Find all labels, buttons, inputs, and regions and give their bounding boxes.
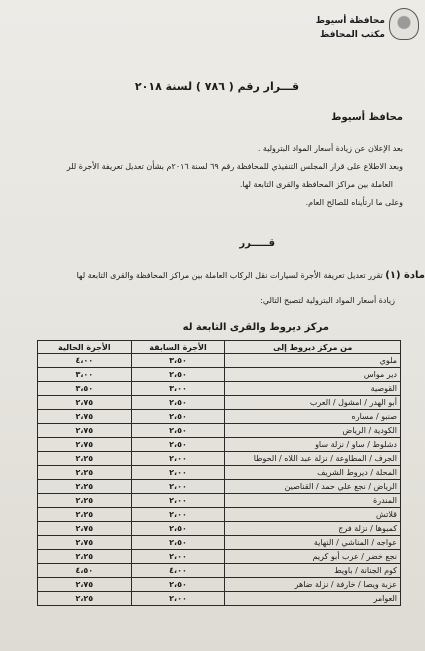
destination-cell: قلاتش — [225, 508, 401, 522]
destination-cell: المحلة / ديروط الشريف — [225, 466, 401, 480]
current-fare-cell: ٢،٢٥ — [38, 494, 132, 508]
current-fare-cell: ٢،٧٥ — [38, 424, 132, 438]
current-fare-cell: ٢،٢٥ — [38, 466, 132, 480]
table-row — [38, 438, 401, 452]
table-row — [38, 522, 401, 536]
current-fare-cell: ٤،٠٠ — [38, 354, 132, 368]
current-fare-cell: ٢،٧٥ — [38, 410, 132, 424]
destination-cell: أبو الهدر / امشول / العرب — [225, 396, 401, 410]
current-fare-cell: ٢،٢٥ — [38, 452, 132, 466]
destination-cell: عواجه / المناشي / النهاية — [225, 536, 401, 550]
current-fare-cell: ٤،٥٠ — [38, 564, 132, 578]
header-previous-fare: الأجرة السابقة — [131, 341, 225, 354]
preamble — [0, 140, 403, 212]
preamble-line: العاملة بين مراكز المحافظة والقرى التابعة لها. — [239, 180, 393, 189]
table-row — [38, 396, 401, 410]
current-fare-cell: ٢،٢٥ — [38, 550, 132, 564]
previous-fare-cell: ٢،٥٠ — [131, 578, 225, 592]
article-continuation: زيادة أسعار المواد البترولية لتصبح التالي: — [260, 296, 395, 305]
preamble-line: بعد الإعلان عن زيادة أسعار المواد البترولية . — [257, 144, 403, 153]
current-fare-cell: ٢،٧٥ — [38, 396, 132, 410]
previous-fare-cell: ٢،٥٠ — [131, 368, 225, 382]
table-header-row — [38, 341, 401, 354]
table-row — [38, 550, 401, 564]
current-fare-cell: ٢،٢٥ — [38, 508, 132, 522]
previous-fare-cell: ٢،٠٠ — [131, 592, 225, 606]
article-1 — [0, 266, 425, 286]
article-label: مادة (١) — [385, 270, 425, 281]
current-fare-cell: ٢،٢٥ — [38, 592, 132, 606]
destination-cell: نجع خضر / عرب أبو كريم — [225, 550, 401, 564]
destination-cell: القوصية — [225, 382, 401, 396]
destination-cell: الجرف / المطاوعة / نزلة عبد اللاه / الحوطا — [225, 452, 401, 466]
previous-fare-cell: ٢،٥٠ — [131, 396, 225, 410]
table-row — [38, 368, 401, 382]
fare-table — [37, 340, 401, 606]
table-row — [38, 480, 401, 494]
previous-fare-cell: ٢،٠٠ — [131, 480, 225, 494]
governorate-seal-icon — [389, 8, 419, 40]
header-current-fare: الأجرة الحالية — [38, 341, 132, 354]
destination-cell: دير مواس — [225, 368, 401, 382]
table-row — [38, 424, 401, 438]
table-row — [38, 564, 401, 578]
destination-cell: كمبوها / نزلة فرج — [225, 522, 401, 536]
table-row — [38, 382, 401, 396]
preamble-line: وبعد الاطلاع على قرار المجلس التنفيذي للمحافظة رقم ٦٩ لسنة ٢٠١٦م بشأن تعديل تعريفة الأجرة للر — [66, 162, 403, 171]
table-row — [38, 354, 401, 368]
current-fare-cell: ٢،٧٥ — [38, 536, 132, 550]
table-row — [38, 536, 401, 550]
table-row — [38, 494, 401, 508]
fare-table-body — [38, 354, 401, 606]
letterhead — [316, 14, 385, 42]
preamble-line: وعلى ما ارتأيناه للصالح العام. — [305, 198, 403, 207]
destination-cell: العوامر — [225, 592, 401, 606]
current-fare-cell: ٢،٧٥ — [38, 522, 132, 536]
governor-title: محافظ أسيوط — [331, 112, 403, 123]
current-fare-cell: ٢،٧٥ — [38, 438, 132, 452]
table-row — [38, 508, 401, 522]
previous-fare-cell: ٢،٠٠ — [131, 466, 225, 480]
table-row — [38, 410, 401, 424]
current-fare-cell: ٣،٥٠ — [38, 382, 132, 396]
destination-cell: الكودية / الرياض — [225, 424, 401, 438]
destination-cell: عزبة ويصا / خارفة / نزلة ضاهر — [225, 578, 401, 592]
section-heading: مركز ديروط والقرى التابعة له — [182, 322, 329, 333]
header-destination: من مركز ديروط إلى — [225, 341, 401, 354]
table-row — [38, 452, 401, 466]
previous-fare-cell: ٤،٠٠ — [131, 564, 225, 578]
previous-fare-cell: ٢،٥٠ — [131, 536, 225, 550]
article-text: تقرر تعديل تعريفة الأجرة لسيارات نقل الركاب العاملة بين مراكز المحافظة والقرى التابعة لها — [76, 271, 383, 280]
governorate-name: محافظة أسيوط — [315, 16, 385, 26]
previous-fare-cell: ٢،٥٠ — [131, 522, 225, 536]
destination-cell: صنبو / مساره — [225, 410, 401, 424]
current-fare-cell: ٣،٠٠ — [38, 368, 132, 382]
decision-title: قـــرار رقم ( ٧٨٦ ) لسنة ٢٠١٨ — [134, 80, 300, 93]
previous-fare-cell: ٢،٠٠ — [131, 508, 225, 522]
destination-cell: المندرة — [225, 494, 401, 508]
table-row — [38, 592, 401, 606]
destination-cell: ملوي — [225, 354, 401, 368]
decree-heading: قـــــرر — [239, 238, 275, 249]
destination-cell: دشلوط / ساو / نزلة ساو — [225, 438, 401, 452]
current-fare-cell: ٢،٧٥ — [38, 578, 132, 592]
destination-cell: كوم الجنانة / باويط — [225, 564, 401, 578]
previous-fare-cell: ٢،٠٠ — [131, 494, 225, 508]
previous-fare-cell: ٢،٥٠ — [131, 438, 225, 452]
destination-cell: الرياض / نجع علي حمد / القناصين — [225, 480, 401, 494]
previous-fare-cell: ٢،٥٠ — [131, 424, 225, 438]
table-row — [38, 466, 401, 480]
office-name: مكتب المحافظ — [319, 30, 385, 40]
previous-fare-cell: ٢،٥٠ — [131, 410, 225, 424]
previous-fare-cell: ٢،٠٠ — [131, 452, 225, 466]
current-fare-cell: ٢،٢٥ — [38, 480, 132, 494]
table-row — [38, 578, 401, 592]
previous-fare-cell: ٣،٥٠ — [131, 354, 225, 368]
previous-fare-cell: ٢،٠٠ — [131, 550, 225, 564]
previous-fare-cell: ٣،٠٠ — [131, 382, 225, 396]
